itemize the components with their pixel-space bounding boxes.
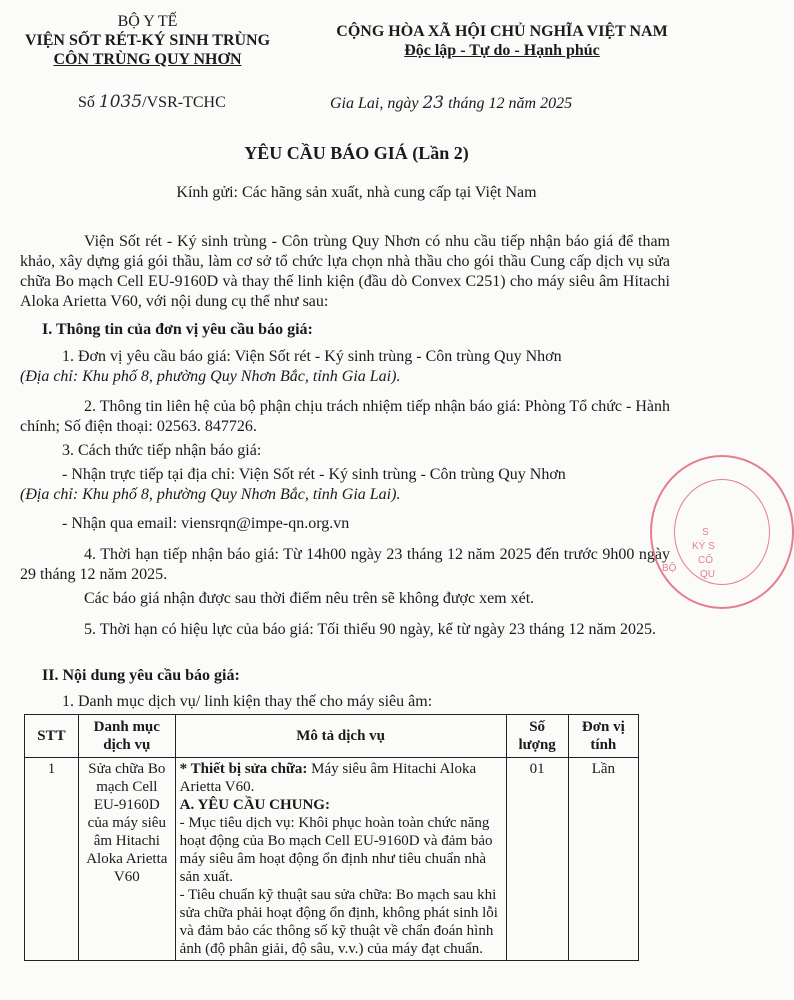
- document-number: [78, 93, 226, 112]
- col-qty-header: Số lượng: [506, 715, 568, 758]
- section1-item2: 2. Thông tin liên hệ của bộ phận chịu trách nhiệm tiếp nhận báo giá: Phòng Tổ chức - Hành chính; Số điện thoại: 02563. 847726.: [20, 398, 670, 435]
- section2-list-title: 1. Danh mục dịch vụ/ linh kiện thay thế cho máy siêu âm:: [62, 693, 433, 710]
- table-header-row: [25, 715, 639, 758]
- institute-name-line2-text: CÔN TRÙNG QUY NHƠN: [53, 51, 242, 68]
- row1-stt: 1: [25, 758, 79, 961]
- intro-paragraph: Viện Sốt rét - Ký sinh trùng - Côn trùng Quy Nhơn có nhu cầu tiếp nhận báo giá để tham khảo, xây dựng giá gói thầu, làm cơ sở tổ chức lựa chọn nhà thầu cho gói thầu Cung cấp dịch vụ sửa chữa Bo mạch Cell EU-9160D và thay thế linh kiện (đầu dò Convex C251) cho máy siêu âm Hitachi Aloka Arietta V60, với nội dung cụ thể như sau:: [20, 233, 670, 310]
- republic-name: CỘNG HÒA XÃ HỘI CHỦ NGHĨA VIỆT NAM: [336, 23, 668, 40]
- row1-description: [175, 758, 506, 961]
- document-title: YÊU CẦU BÁO GIÁ (Lần 2): [244, 143, 469, 163]
- date-prefix: Gia Lai, ngày: [330, 95, 423, 112]
- row1-device-value: Máy siêu âm Hitachi Aloka Arietta V60.: [179, 761, 477, 795]
- section1-heading: I. Thông tin của đơn vị yêu cầu báo giá:: [42, 321, 313, 338]
- section1-item1-address: (Địa chỉ: Khu phố 8, phường Quy Nhơn Bắc, tỉnh Gia Lai).: [20, 368, 401, 385]
- col-unit-header: Đơn vị tính: [568, 715, 638, 758]
- section1-item5: 5. Thời hạn có hiệu lực của báo giá: Tối thiểu 90 ngày, kể từ ngày 23 tháng 12 năm 2025.: [84, 621, 657, 638]
- official-stamp-inner-ring: [674, 479, 770, 585]
- date-day-handwritten: 23: [422, 93, 445, 113]
- row1-general-heading: A. YÊU CẦU CHUNG:: [179, 797, 330, 813]
- recipient-line: Kính gửi: Các hãng sản xuất, nhà cung cấp tại Việt Nam: [176, 184, 537, 201]
- national-motto: [292, 41, 712, 60]
- stamp-glyph-3: CÔ: [698, 555, 713, 566]
- col-stt-header: STT: [25, 715, 79, 758]
- row1-name: Sửa chữa Bo mạch Cell EU-9160D của máy siêu âm Hitachi Aloka Arietta V60: [78, 758, 175, 961]
- stamp-glyph-4: QU: [700, 569, 715, 580]
- section1-item3: 3. Cách thức tiếp nhận báo giá:: [62, 442, 262, 459]
- table-row: [25, 758, 639, 961]
- section2-heading: II. Nội dung yêu cầu báo giá:: [42, 667, 240, 684]
- service-table: [24, 714, 639, 961]
- date-suffix: tháng 12 năm 2025: [444, 95, 573, 112]
- doc-number-prefix: Số: [78, 94, 99, 111]
- section1-item3-direct: - Nhận trực tiếp tại địa chỉ: Viện Sốt rét - Ký sinh trùng - Côn trùng Quy Nhơn: [62, 466, 566, 483]
- doc-number-handwritten: 1035: [98, 92, 143, 112]
- section1-item1: 1. Đơn vị yêu cầu báo giá: Viện Sốt rét - Ký sinh trùng - Côn trùng Quy Nhơn: [62, 348, 562, 365]
- row1-standard: - Tiêu chuẩn kỹ thuật sau sửa chữa: Bo mạch sau khi sửa chữa phải hoạt động ổn định, không phát sinh lỗi và đảm bảo các thông số kỹ thuật về chẩn đoán hình ảnh (độ phân giải, độ sâu, v.v.) của máy đạt chuẩn.: [179, 887, 498, 957]
- row1-device: [180, 760, 502, 796]
- row1-unit: Lần: [568, 758, 638, 961]
- official-stamp: [650, 455, 794, 609]
- section1-item3-address: (Địa chỉ: Khu phố 8, phường Quy Nhơn Bắc, tỉnh Gia Lai).: [20, 486, 401, 503]
- stamp-glyph-1: S: [702, 527, 709, 538]
- row1-goal: - Mục tiêu dịch vụ: Khôi phục hoàn toàn chức năng hoạt động của Bo mạch Cell EU-9160D và đảm bảo máy siêu âm hoạt động ổn định như tiêu chuẩn nhà sản xuất.: [179, 815, 493, 885]
- header-left: [10, 12, 285, 69]
- row1-qty: 01: [506, 758, 568, 961]
- ministry-name: BỘ Y TẾ: [117, 13, 178, 30]
- row1-device-label: * Thiết bị sửa chữa:: [179, 761, 308, 777]
- institute-name-line1: VIỆN SỐT RÉT-KÝ SINH TRÙNG: [24, 32, 271, 49]
- col-desc-header: Mô tả dịch vụ: [175, 715, 506, 758]
- section1-item3-email: - Nhận qua email: viensrqn@impe-qn.org.vn: [62, 515, 350, 532]
- section1-item4: 4. Thời hạn tiếp nhận báo giá: Từ 14h00 ngày 23 tháng 12 năm 2025 đến trước 9h00 ngày 29 tháng 12 năm 2025.: [20, 546, 670, 583]
- section1-item4-note: Các báo giá nhận được sau thời điểm nêu trên sẽ không được xem xét.: [84, 590, 535, 607]
- col-name-header: Danh mục dịch vụ: [78, 715, 175, 758]
- institute-name-line2: [10, 50, 285, 69]
- stamp-glyph-2: KÝ S: [692, 541, 715, 552]
- doc-number-suffix: /VSR-TCHC: [142, 94, 226, 111]
- document-date: [330, 93, 572, 113]
- stamp-glyph-5: BỘ: [662, 563, 677, 574]
- national-motto-text: Độc lập - Tự do - Hạnh phúc: [404, 42, 600, 59]
- header-right: [292, 22, 712, 60]
